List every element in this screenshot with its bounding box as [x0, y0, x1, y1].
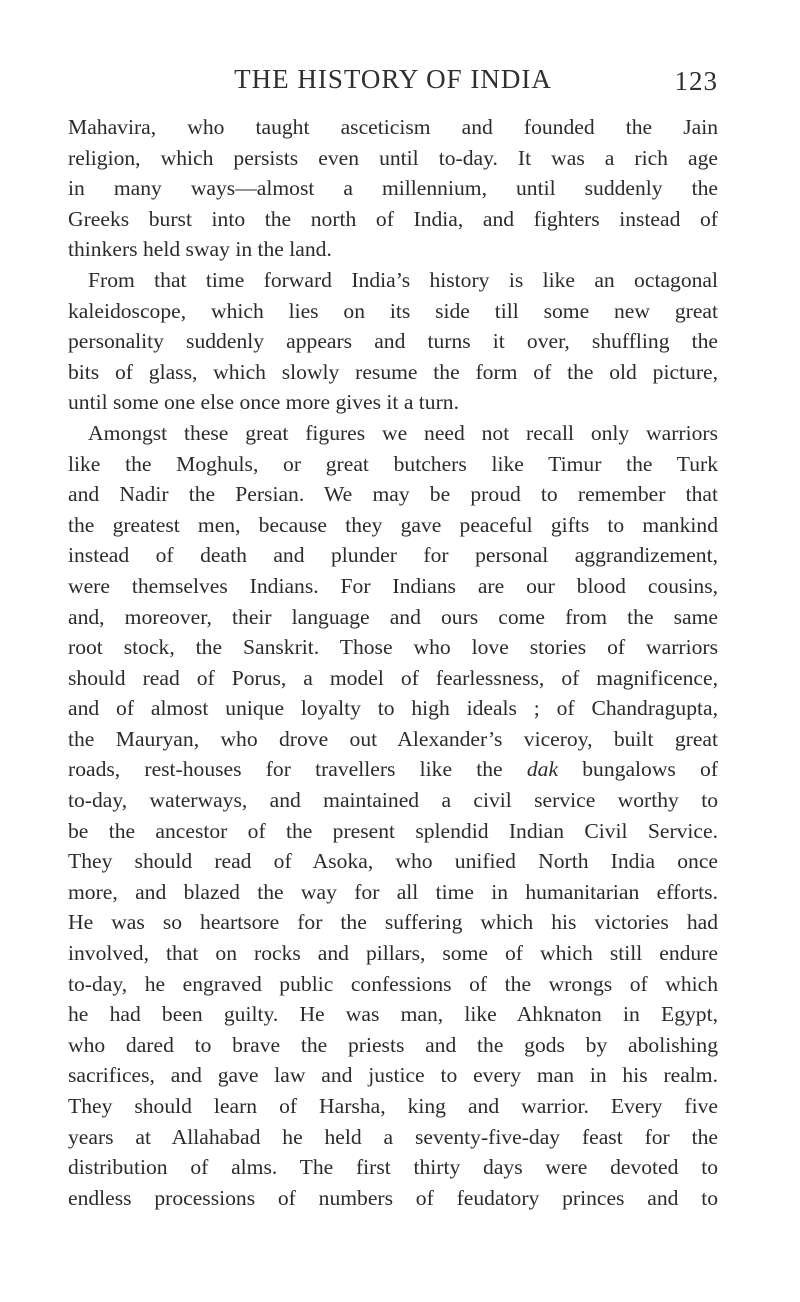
text-line: to-day, he engraved public confessions of the wrongs of which [68, 971, 718, 996]
text-line: the greatest men, because they gave peaceful gifts to mankind [68, 512, 718, 537]
text-line: to-day, waterways, and maintained a civil service worthy to [68, 788, 718, 813]
text-line: like the Moghuls, or great butchers like Timur the Turk [68, 451, 718, 476]
text-line: he had been guilty. He was man, like Ahknaton in Egypt, [68, 1002, 718, 1027]
text-line: Greeks burst into the north of India, and fighters instead of [68, 206, 718, 231]
text-line: who dared to brave the priests and the gods by abolishing [68, 1032, 718, 1057]
text-line: religion, which persists even until to-day. It was a rich age [68, 145, 718, 170]
text-line: sacrifices, and gave law and justice to every man in his realm. [68, 1063, 718, 1088]
text-line: more, and blazed the way for all time in humanitarian efforts. [68, 879, 718, 904]
text-line: years at Allahabad he held a seventy-five-day feast for the [68, 1124, 718, 1149]
text-line: personality suddenly appears and turns it over, shuffling the [68, 329, 718, 354]
text-line: should read of Porus, a model of fearlessness, of magnificence, [68, 665, 718, 690]
text-line: and of almost unique loyalty to high ideals ; of Chandragupta, [68, 696, 718, 721]
italic-word: dak [526, 757, 559, 782]
page-number: 123 [674, 66, 718, 96]
text-line: They should learn of Harsha, king and warrior. Every five [68, 1094, 718, 1118]
text-line: He was so heartsore for the suffering which his victories had [68, 910, 718, 935]
text-line: Amongst these great figures we need not recall only warriors [88, 420, 718, 445]
text-line: were themselves Indians. For Indians are our blood cousins, [68, 573, 718, 598]
running-title: THE HISTORY OF INDIA [234, 64, 552, 94]
text-line: bits of glass, which slowly resume the form of the old picture, [68, 359, 718, 384]
text-line: the Mauryan, who drove out Alexander’s viceroy, built great [68, 726, 718, 751]
text-line: They should read of Asoka, who unified North India once [68, 849, 718, 874]
text-line: root stock, the Sanskrit. Those who love stories of warriors [68, 635, 718, 660]
text-line: until some one else once more gives it a turn. [68, 390, 459, 415]
text-line: thinkers held sway in the land. [68, 237, 332, 262]
text-line: Mahavira, who taught asceticism and founded the Jain [68, 115, 718, 139]
running-head [68, 64, 718, 98]
text-segment: bungalows of [582, 757, 718, 782]
text-line: and, moreover, their language and ours come from the same [68, 604, 718, 629]
text-line: and Nadir the Persian. We may be proud to remember that [68, 482, 718, 507]
text-line: be the ancestor of the present splendid Indian Civil Service. [68, 818, 718, 843]
text-line: From that time forward India’s history is like an octagonal [88, 267, 718, 292]
text-line: instead of death and plunder for personal aggrandizement, [68, 543, 718, 568]
text-line: endless processions of numbers of feudatory princes and to [68, 1185, 718, 1210]
text-line: involved, that on rocks and pillars, some of which still endure [68, 941, 718, 966]
text-line [68, 754, 718, 785]
text-line: in many ways—almost a millennium, until suddenly the [68, 176, 718, 201]
text-line: distribution of alms. The first thirty days were devoted to [68, 1155, 718, 1180]
text-line: kaleidoscope, which lies on its side till some new great [68, 298, 718, 323]
text-segment: roads, rest-houses for travellers like the [68, 757, 503, 782]
body-text [68, 112, 718, 1213]
